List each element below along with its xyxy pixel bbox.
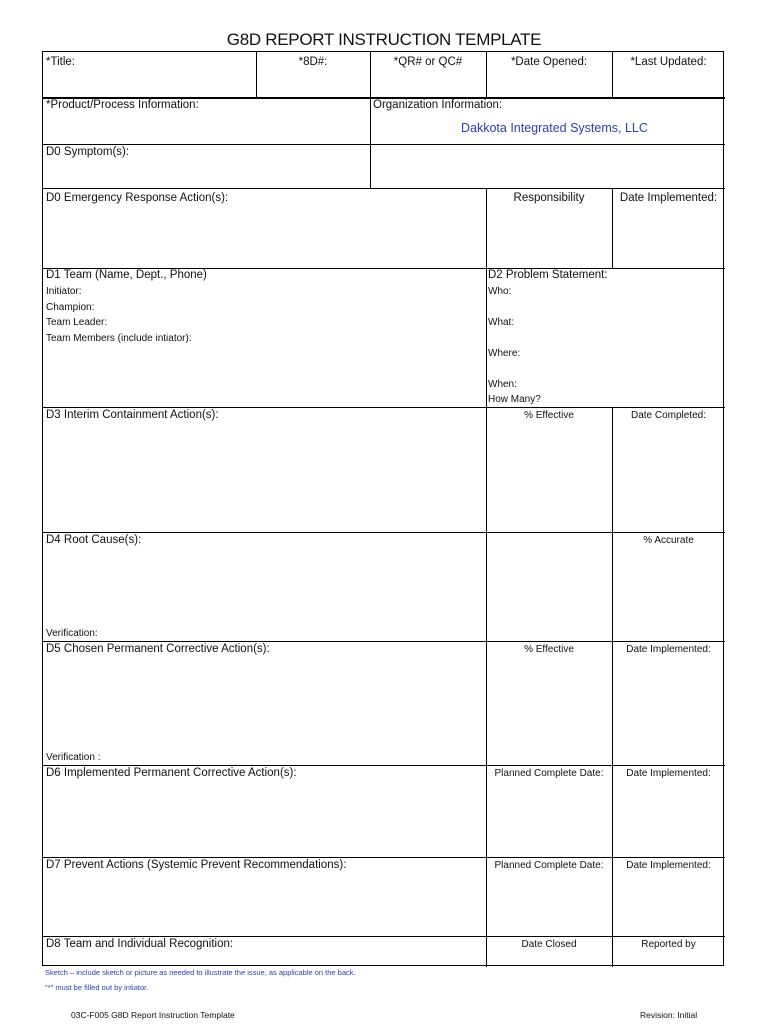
d0-emergency-label: D0 Emergency Response Action(s):	[46, 192, 229, 204]
organization-value: Dakkota Integrated Systems, LLC	[461, 121, 648, 135]
d4-root-cause-label: D4 Root Cause(s):	[46, 534, 142, 546]
d4-percent-accurate-label: % Accurate	[643, 535, 694, 546]
last-updated-field-label: *Last Updated:	[630, 56, 707, 68]
d2-problem-label: D2 Problem Statement:	[488, 269, 608, 281]
divider	[486, 641, 487, 967]
qr-qc-field-label: *QR# or QC#	[393, 56, 463, 68]
divider	[43, 857, 725, 858]
what-label: What:	[488, 317, 515, 328]
form-id-footer: 03C-F005 G8D Report Instruction Template	[71, 1010, 235, 1020]
divider	[43, 407, 725, 408]
g8d-form	[42, 51, 724, 966]
d5-verification-label: Verification :	[46, 752, 101, 763]
required-fields-note: "*" must be filled out by intiator.	[45, 983, 149, 992]
8d-number-field-label: *8D#:	[298, 56, 328, 68]
d5-chosen-action-label: D5 Chosen Permanent Corrective Action(s):	[46, 643, 270, 655]
d3-containment-label: D3 Interim Containment Action(s):	[46, 409, 219, 421]
who-label: Who:	[488, 286, 512, 297]
d3-date-completed-label: Date Completed:	[630, 410, 707, 421]
d7-planned-complete-label: Planned Complete Date:	[494, 860, 604, 871]
organization-label: Organization Information:	[373, 99, 503, 111]
divider	[612, 407, 613, 641]
divider	[612, 641, 613, 967]
divider	[43, 641, 725, 642]
d0-date-implemented-label: Date Implemented:	[619, 192, 718, 204]
product-process-label: *Product/Process Information:	[46, 99, 199, 111]
date-closed-label: Date Closed	[521, 939, 577, 950]
d6-implemented-action-label: D6 Implemented Permanent Corrective Action(s):	[46, 767, 297, 779]
when-label: When:	[488, 379, 517, 390]
divider	[43, 765, 725, 766]
d1-team-label: D1 Team (Name, Dept., Phone)	[46, 269, 207, 281]
page-title: G8D REPORT INSTRUCTION TEMPLATE	[226, 30, 542, 49]
divider	[370, 52, 371, 189]
d4-verification-label: Verification:	[46, 628, 98, 639]
divider	[43, 188, 725, 189]
where-label: Where:	[488, 348, 521, 359]
d5-date-implemented-label: Date Implemented:	[626, 644, 711, 655]
d5-percent-effective-label: % Effective	[524, 644, 574, 655]
responsibility-label: Responsibility	[513, 192, 585, 204]
how-many-label: How Many?	[488, 394, 541, 405]
d6-date-implemented-label: Date Implemented:	[626, 768, 711, 779]
team-members-label: Team Members (include intiator):	[46, 333, 192, 344]
title-field-label: *Title:	[46, 56, 75, 68]
divider	[43, 936, 725, 937]
reported-by-label: Reported by	[641, 939, 696, 950]
d8-recognition-label: D8 Team and Individual Recognition:	[46, 938, 234, 950]
date-opened-field-label: *Date Opened:	[510, 56, 588, 68]
champion-label: Champion:	[46, 302, 95, 313]
initiator-label: Initiator:	[46, 286, 82, 297]
d3-percent-effective-label: % Effective	[524, 410, 574, 421]
revision-footer: Revision: Initial	[640, 1010, 698, 1020]
team-leader-label: Team Leader:	[46, 317, 108, 328]
sketch-note: Sketch – include sketch or picture as needed to illustrate the issue, as applicable on the back.	[45, 968, 356, 977]
d0-symptom-label: D0 Symptom(s):	[46, 146, 130, 158]
divider	[43, 532, 725, 533]
d6-planned-complete-label: Planned Complete Date:	[494, 768, 604, 779]
divider	[43, 144, 725, 145]
d7-date-implemented-label: Date Implemented:	[626, 860, 711, 871]
d7-prevent-actions-label: D7 Prevent Actions (Systemic Prevent Recommendations):	[46, 859, 347, 871]
